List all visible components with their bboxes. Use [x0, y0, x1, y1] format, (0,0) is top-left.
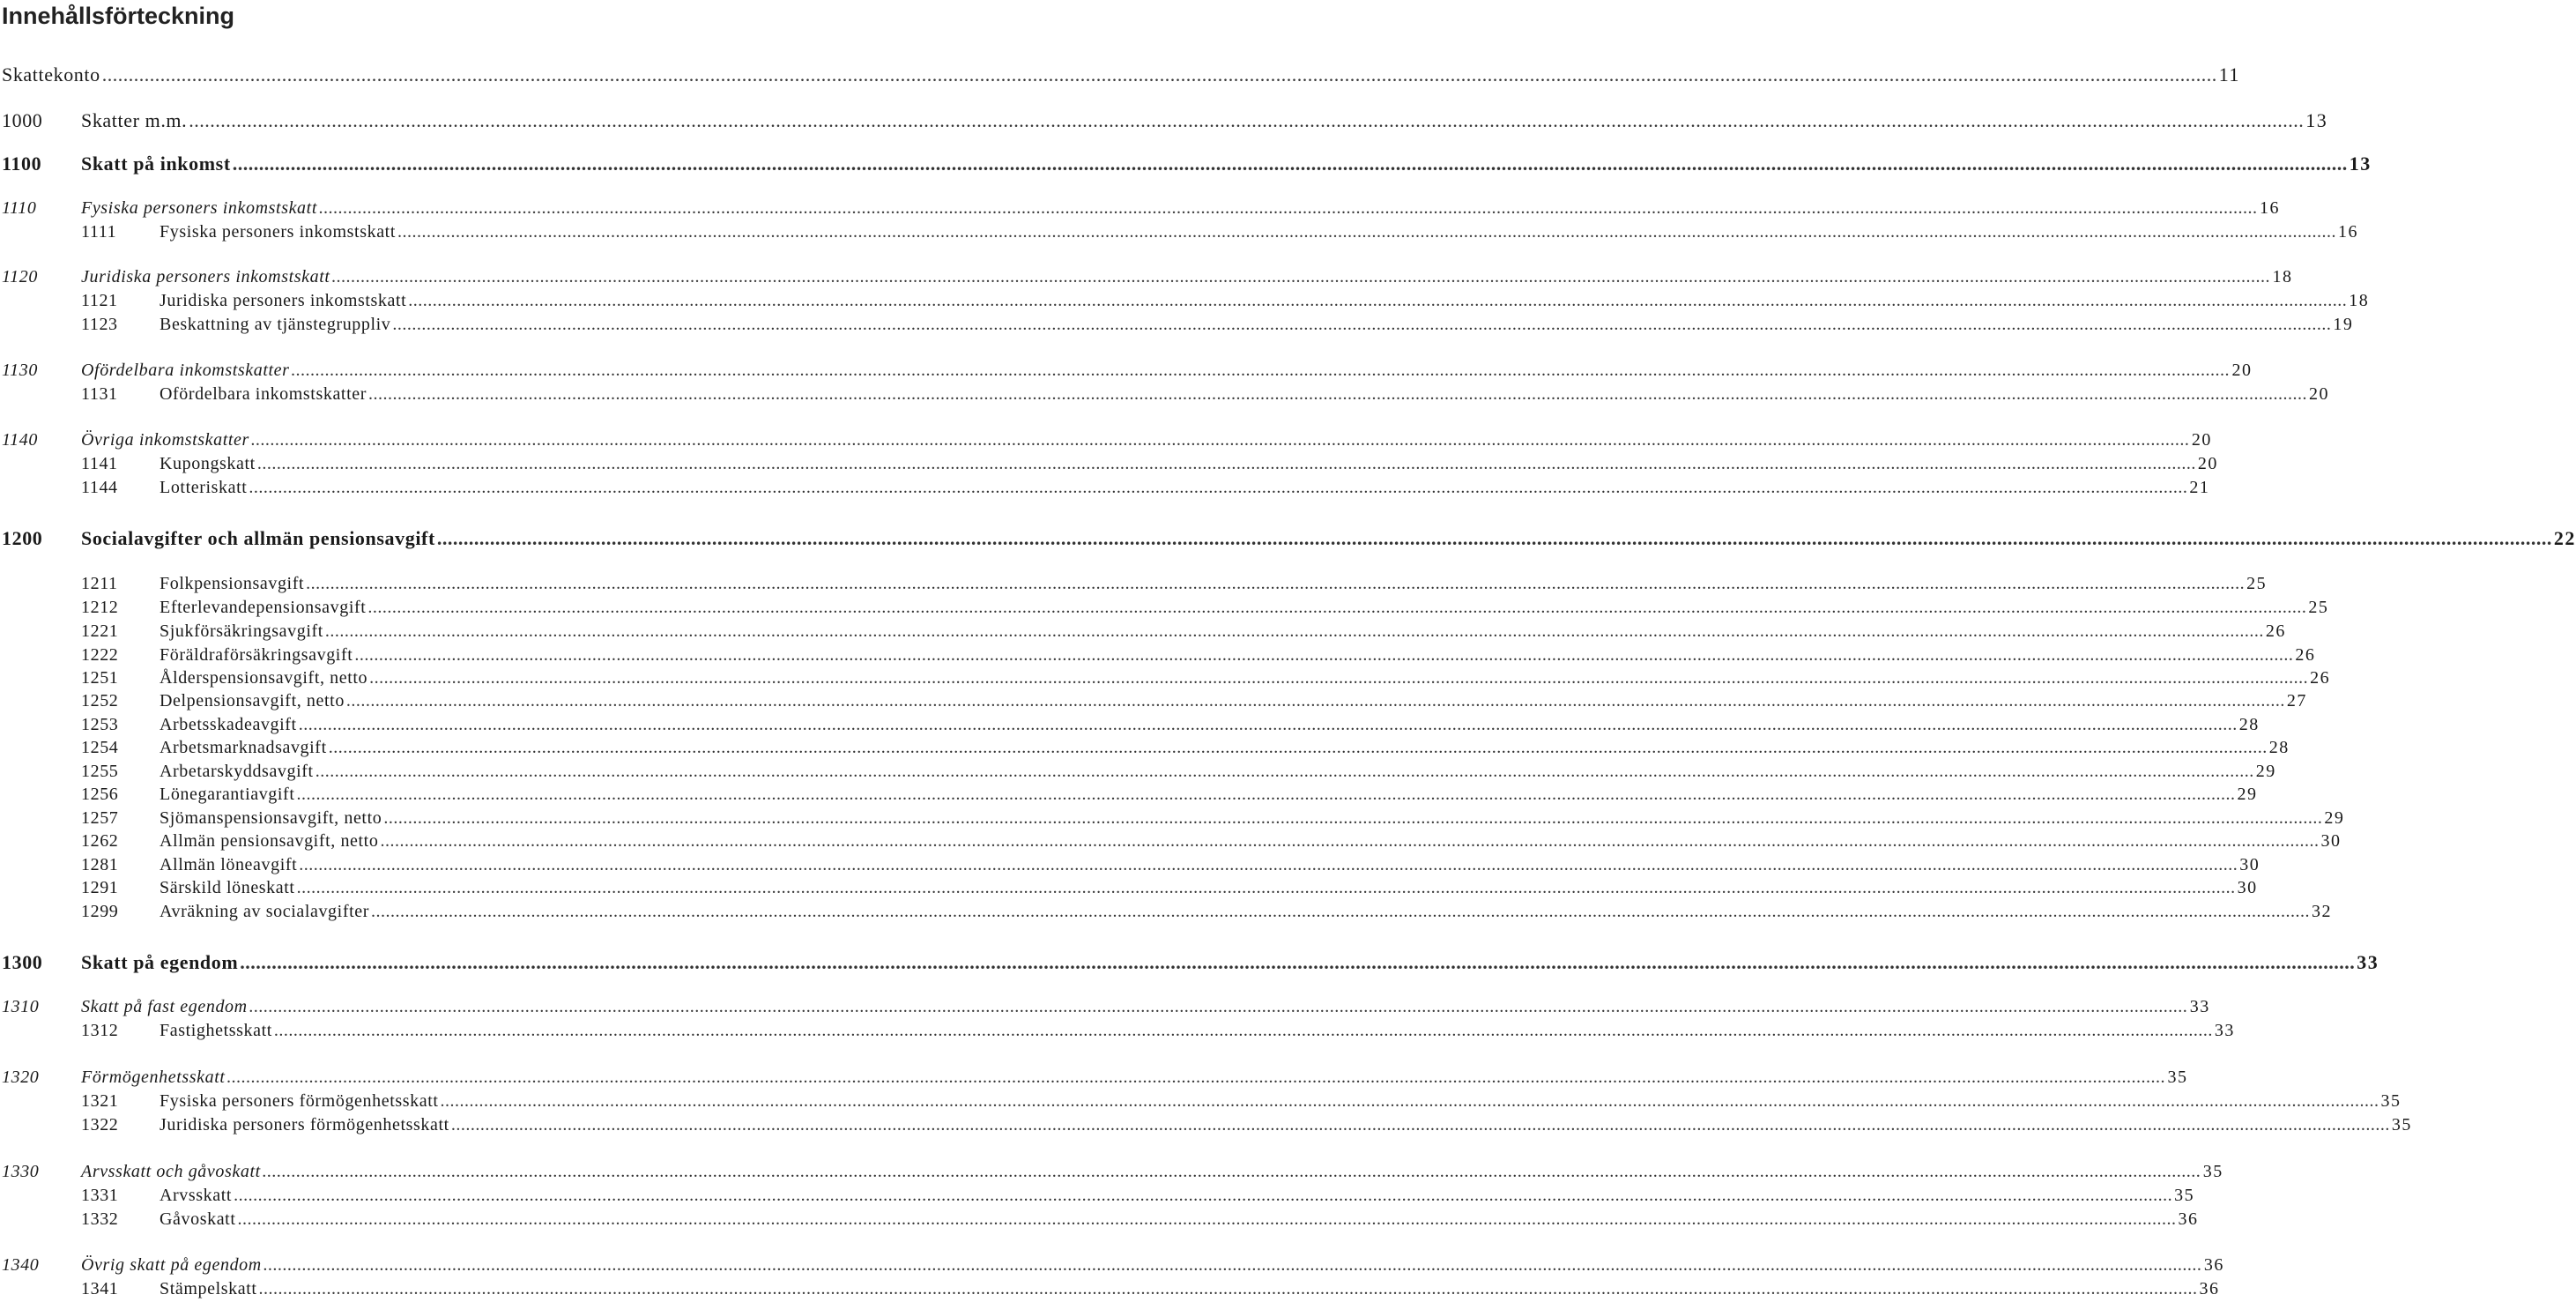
toc-entry-page-number: 33	[2357, 951, 2379, 973]
toc-entry[interactable]	[0, 289, 2370, 312]
toc-entry-title: Skatt på inkomst	[81, 153, 231, 175]
toc-entry-page-number: 30	[2320, 831, 2342, 851]
toc-entry-page-number: 30	[2237, 878, 2258, 897]
toc-entry-number: 1300	[2, 951, 43, 973]
toc-entry[interactable]	[0, 428, 2212, 451]
toc-entry-number: 1262	[81, 831, 119, 851]
toc-entry[interactable]	[0, 736, 2290, 759]
toc-entry[interactable]	[0, 476, 2210, 499]
toc-entry-page-number: 26	[2295, 645, 2316, 665]
toc-entry-number: 1310	[2, 997, 40, 1016]
dot-leader: ................................................................................................................................................................................................................................................................................................................................................................................................................	[296, 878, 2236, 897]
toc-entry-page-number: 35	[2174, 1186, 2195, 1205]
toc-entry-title: Folkpensionsavgift	[160, 574, 305, 593]
toc-entry-page-number: 35	[2391, 1115, 2412, 1135]
dot-leader: ................................................................................................................................................................................................................................................................................................................................................................................................................	[237, 1209, 2177, 1229]
toc-entry[interactable]	[0, 760, 2276, 783]
dot-leader: ................................................................................................................................................................................................................................................................................................................................................................................................................	[440, 1091, 2379, 1111]
toc-entry-number: 1111	[81, 222, 117, 242]
toc-entry[interactable]	[0, 1019, 2235, 1042]
toc-entry-title: Arvsskatt och gåvoskatt	[81, 1162, 261, 1181]
dot-leader: ................................................................................................................................................................................................................................................................................................................................................................................................................	[258, 1279, 2198, 1298]
toc-entry-title: Övriga inkomstskatter	[81, 430, 249, 450]
toc-entry-number: 1322	[81, 1115, 119, 1135]
toc-entry[interactable]	[0, 853, 2260, 876]
toc-entry[interactable]	[0, 1277, 2220, 1300]
toc-entry-number: 1255	[81, 762, 119, 781]
toc-entry[interactable]	[0, 359, 2253, 382]
toc-entry-title: Allmän pensionsavgift, netto	[160, 831, 379, 851]
toc-entry-title: Arbetsmarknadsavgift	[160, 738, 327, 757]
toc-entry-page-number: 33	[2214, 1021, 2235, 1040]
dot-leader: ................................................................................................................................................................................................................................................................................................................................................................................................................	[234, 1186, 2173, 1205]
dot-leader: ................................................................................................................................................................................................................................................................................................................................................................................................................	[232, 153, 2348, 175]
dot-leader: ................................................................................................................................................................................................................................................................................................................................................................................................................	[380, 831, 2320, 851]
toc-entry-page-number: 16	[2338, 222, 2358, 242]
toc-entry-page-number: 28	[2268, 738, 2290, 757]
toc-entry-page-number: 35	[2202, 1162, 2223, 1181]
toc-entry-number: 1200	[2, 527, 43, 549]
toc-entry[interactable]	[0, 1208, 2199, 1231]
toc-entry-page-number: 13	[2305, 109, 2328, 131]
toc-entry-number: 1256	[81, 785, 119, 804]
toc-entry-title: Ålderspensionsavgift, netto	[160, 668, 368, 688]
toc-entry-page-number: 19	[2333, 315, 2354, 334]
toc-entry-page-number: 22	[2553, 527, 2576, 549]
toc-entry[interactable]	[0, 951, 2379, 974]
dot-leader: ................................................................................................................................................................................................................................................................................................................................................................................................................	[299, 855, 2238, 874]
toc-entry-title: Avräkning av socialavgifter	[160, 902, 369, 921]
toc-entry-page-number: 25	[2308, 598, 2329, 617]
toc-entry-number: 1340	[2, 1255, 40, 1275]
toc-entry[interactable]	[0, 1113, 2412, 1136]
toc-entry-number: 1332	[81, 1209, 119, 1229]
toc-entry-title: Fysiska personers förmögenhetsskatt	[160, 1091, 439, 1111]
toc-entry-page-number: 30	[2239, 855, 2260, 874]
dot-leader: ................................................................................................................................................................................................................................................................................................................................................................................................................	[306, 574, 2246, 593]
toc-entry-title: Sjukförsäkringsavgift	[160, 621, 323, 641]
toc-entry-title: Kupongskatt	[160, 454, 256, 473]
dot-leader: ................................................................................................................................................................................................................................................................................................................................................................................................................	[383, 808, 2323, 828]
toc-entry[interactable]	[0, 900, 2332, 923]
dot-leader: ................................................................................................................................................................................................................................................................................................................................................................................................................	[345, 691, 2285, 711]
dot-leader: ................................................................................................................................................................................................................................................................................................................................................................................................................	[328, 738, 2268, 757]
toc-entry-page-number: 32	[2311, 902, 2332, 921]
toc-entry-number: 1291	[81, 878, 119, 897]
toc-entry-number: 1110	[2, 198, 37, 218]
toc-entry[interactable]	[0, 197, 2280, 219]
dot-leader: ................................................................................................................................................................................................................................................................................................................................................................................................................	[367, 598, 2307, 617]
toc-entry-page-number: 35	[2167, 1068, 2188, 1087]
toc-entry-number: 1221	[81, 621, 119, 641]
toc-entry-page-number: 36	[2203, 1255, 2224, 1275]
toc-entry-number: 1299	[81, 902, 119, 921]
toc-entry-number: 1123	[81, 315, 118, 334]
dot-leader: ................................................................................................................................................................................................................................................................................................................................................................................................................	[298, 715, 2238, 734]
dot-leader: ................................................................................................................................................................................................................................................................................................................................................................................................................	[263, 1255, 2202, 1275]
toc-entry[interactable]	[0, 620, 2286, 643]
dot-leader: ................................................................................................................................................................................................................................................................................................................................................................................................................	[240, 951, 2356, 973]
dot-leader: ................................................................................................................................................................................................................................................................................................................................................................................................................	[450, 1115, 2390, 1135]
toc-entry-page-number: 20	[2191, 430, 2212, 450]
toc-entry-title: Skatt på egendom	[81, 951, 239, 973]
toc-entry-page-number: 29	[2324, 808, 2345, 828]
toc-entry-number: 1144	[81, 478, 118, 497]
toc-entry-number: 1254	[81, 738, 119, 757]
toc-entry-title: Stämpelskatt	[160, 1279, 257, 1298]
toc-entry-number: 1251	[81, 668, 119, 688]
toc-entry-title: Beskattning av tjänstegruppliv	[160, 315, 391, 334]
toc-entry-title: Förmögenhetsskatt	[81, 1068, 226, 1087]
toc-entry-page-number: 11	[2218, 63, 2240, 86]
toc-entry-number: 1331	[81, 1186, 119, 1205]
dot-leader: ................................................................................................................................................................................................................................................................................................................................................................................................................	[354, 645, 2294, 665]
dot-leader: ................................................................................................................................................................................................................................................................................................................................................................................................................	[315, 762, 2254, 781]
toc-entry-number: 1130	[2, 361, 38, 380]
toc-entry-page-number: 13	[2349, 153, 2372, 175]
toc-entry[interactable]	[0, 220, 2358, 243]
toc-entry-number: 1320	[2, 1068, 40, 1087]
toc-entry-page-number: 26	[2265, 621, 2286, 641]
toc-entry-page-number: 36	[2178, 1209, 2199, 1229]
toc-entry-number: 1252	[81, 691, 119, 711]
toc-entry[interactable]	[0, 572, 2268, 595]
toc-entry-title: Särskild löneskatt	[160, 878, 295, 897]
toc-entry[interactable]	[0, 1254, 2224, 1276]
dot-leader: ................................................................................................................................................................................................................................................................................................................................................................................................................	[436, 527, 2552, 549]
toc-entry-title: Delpensionsavgift, netto	[160, 691, 345, 711]
toc-entry[interactable]	[0, 713, 2260, 736]
toc-entry-page-number: 18	[2349, 291, 2370, 310]
toc-entry[interactable]	[0, 689, 2307, 712]
toc-entry-page-number: 33	[2189, 997, 2210, 1016]
toc-entry[interactable]	[0, 876, 2258, 899]
toc-entry-title: Socialavgifter och allmän pensionsavgift	[81, 527, 435, 549]
toc-entry-title: Fysiska personers inkomstskatt	[160, 222, 396, 242]
dot-leader: ................................................................................................................................................................................................................................................................................................................................................................................................................	[273, 1021, 2213, 1040]
toc-entry[interactable]	[0, 527, 2576, 550]
toc-entry-page-number: 16	[2259, 198, 2280, 218]
toc-entry-number: 1121	[81, 291, 118, 310]
toc-entry-title: Skatt på fast egendom	[81, 997, 248, 1016]
dot-leader: ................................................................................................................................................................................................................................................................................................................................................................................................................	[249, 478, 2188, 497]
toc-entry[interactable]	[0, 1184, 2195, 1207]
toc-entry-title: Föräldraförsäkringsavgift	[160, 645, 353, 665]
dot-leader: ................................................................................................................................................................................................................................................................................................................................................................................................................	[249, 997, 2188, 1016]
toc-entry-title: Juridiska personers inkomstskatt	[81, 267, 330, 286]
toc-entry-title: Efterlevandepensionsavgift	[160, 598, 367, 617]
dot-leader: ................................................................................................................................................................................................................................................................................................................................................................................................................	[367, 384, 2307, 404]
dot-leader: ................................................................................................................................................................................................................................................................................................................................................................................................................	[256, 454, 2196, 473]
toc-entry[interactable]	[0, 1066, 2188, 1089]
toc-entry[interactable]	[0, 153, 2372, 175]
toc-entry[interactable]	[0, 830, 2342, 852]
toc-entry-title: Sjömanspensionsavgift, netto	[160, 808, 382, 828]
toc-entry[interactable]	[0, 63, 2240, 86]
dot-leader: ................................................................................................................................................................................................................................................................................................................................................................................................................	[397, 222, 2336, 242]
dot-leader: ................................................................................................................................................................................................................................................................................................................................................................................................................	[262, 1162, 2201, 1181]
toc-entry-page-number: 25	[2246, 574, 2268, 593]
toc-entry-page-number: 29	[2255, 762, 2276, 781]
dot-leader: ................................................................................................................................................................................................................................................................................................................................................................................................................	[291, 361, 2231, 380]
toc-entry-number: 1222	[81, 645, 119, 665]
dot-leader: ................................................................................................................................................................................................................................................................................................................................................................................................................	[331, 267, 2271, 286]
toc-entry-number: 1330	[2, 1162, 40, 1181]
toc-entry-page-number: 20	[2231, 361, 2253, 380]
toc-entry[interactable]	[0, 265, 2293, 288]
toc-entry[interactable]	[0, 596, 2329, 619]
toc-entry-number: 1253	[81, 715, 119, 734]
toc-entry-number: 1257	[81, 808, 119, 828]
toc-entry-number: 1000	[2, 109, 43, 131]
dot-leader: ................................................................................................................................................................................................................................................................................................................................................................................................................	[296, 785, 2236, 804]
toc-entry-page-number: 20	[2308, 384, 2329, 404]
dot-leader: ................................................................................................................................................................................................................................................................................................................................................................................................................	[392, 315, 2332, 334]
toc-entry-page-number: 20	[2197, 454, 2218, 473]
toc-entry-number: 1131	[81, 384, 118, 404]
toc-entry-page-number: 36	[2199, 1279, 2220, 1298]
dot-leader: ................................................................................................................................................................................................................................................................................................................................................................................................................	[369, 668, 2309, 688]
toc-entry[interactable]	[0, 313, 2354, 336]
toc-entry-page-number: 29	[2237, 785, 2258, 804]
toc-entry-page-number: 21	[2189, 478, 2210, 497]
toc-entry-page-number: 26	[2310, 668, 2331, 688]
toc-entry-title: Arbetarskyddsavgift	[160, 762, 314, 781]
toc-entry-title: Lotteriskatt	[160, 478, 248, 497]
toc-entry[interactable]	[0, 644, 2316, 666]
toc-entry[interactable]	[0, 1090, 2402, 1112]
toc-entry-number: 1211	[81, 574, 118, 593]
toc-entry-number: 1281	[81, 855, 119, 874]
toc-entry-number: 1120	[2, 267, 38, 286]
toc-entry-title: Arvsskatt	[160, 1186, 233, 1205]
toc-entry-title: Fastighetsskatt	[160, 1021, 272, 1040]
toc-entry-number: 1321	[81, 1091, 119, 1111]
dot-leader: ................................................................................................................................................................................................................................................................................................................................................................................................................	[408, 291, 2348, 310]
toc-entry-number: 1341	[81, 1279, 119, 1298]
dot-leader: ................................................................................................................................................................................................................................................................................................................................................................................................................	[226, 1068, 2166, 1087]
toc-entry[interactable]	[0, 452, 2218, 475]
toc-entry[interactable]	[0, 383, 2329, 405]
toc-entry-number: 1100	[2, 153, 42, 175]
toc-entry-title: Juridiska personers inkomstskatt	[160, 291, 407, 310]
toc-entry-page-number: 35	[2380, 1091, 2402, 1111]
dot-leader: ................................................................................................................................................................................................................................................................................................................................................................................................................	[189, 109, 2305, 131]
dot-leader: ................................................................................................................................................................................................................................................................................................................................................................................................................	[370, 902, 2310, 921]
toc-entry-number: 1212	[81, 598, 119, 617]
dot-leader: ................................................................................................................................................................................................................................................................................................................................................................................................................	[324, 621, 2264, 641]
dot-leader: ................................................................................................................................................................................................................................................................................................................................................................................................................	[250, 430, 2190, 450]
dot-leader: ................................................................................................................................................................................................................................................................................................................................................................................................................	[101, 63, 2217, 86]
toc-entry-title: Skatter m.m.	[81, 109, 188, 131]
toc-entry[interactable]	[0, 783, 2258, 806]
toc-entry-page-number: 27	[2286, 691, 2307, 711]
toc-entry-title: Allmän löneavgift	[160, 855, 298, 874]
toc-entry-number: 1312	[81, 1021, 119, 1040]
toc-entry-title: Juridiska personers förmögenhetsskatt	[160, 1115, 449, 1135]
toc-entry-title: Övrig skatt på egendom	[81, 1255, 262, 1275]
toc-entry[interactable]	[0, 1160, 2223, 1183]
dot-leader: ................................................................................................................................................................................................................................................................................................................................................................................................................	[318, 198, 2258, 218]
toc-entry-title: Arbetsskadeavgift	[160, 715, 297, 734]
toc-entry[interactable]	[0, 995, 2210, 1018]
toc-entry-number: 1140	[2, 430, 38, 450]
toc-entry-title: Gåvoskatt	[160, 1209, 236, 1229]
toc-entry[interactable]	[0, 666, 2331, 689]
toc-entry[interactable]	[0, 807, 2345, 830]
toc-entry-title: Ofördelbara inkomstskatter	[81, 361, 290, 380]
toc-entry-title: Lönegarantiavgift	[160, 785, 295, 804]
toc-entry-title: Skattekonto	[2, 63, 100, 86]
toc-entry-title: Fysiska personers inkomstskatt	[81, 198, 317, 218]
page-title: Innehållsförteckning	[2, 3, 235, 29]
toc-entry-page-number: 18	[2272, 267, 2293, 286]
toc-entry-number: 1141	[81, 454, 118, 473]
toc-entry-page-number: 28	[2238, 715, 2260, 734]
toc-entry[interactable]	[0, 109, 2328, 132]
toc-entry-title: Ofördelbara inkomstskatter	[160, 384, 367, 404]
